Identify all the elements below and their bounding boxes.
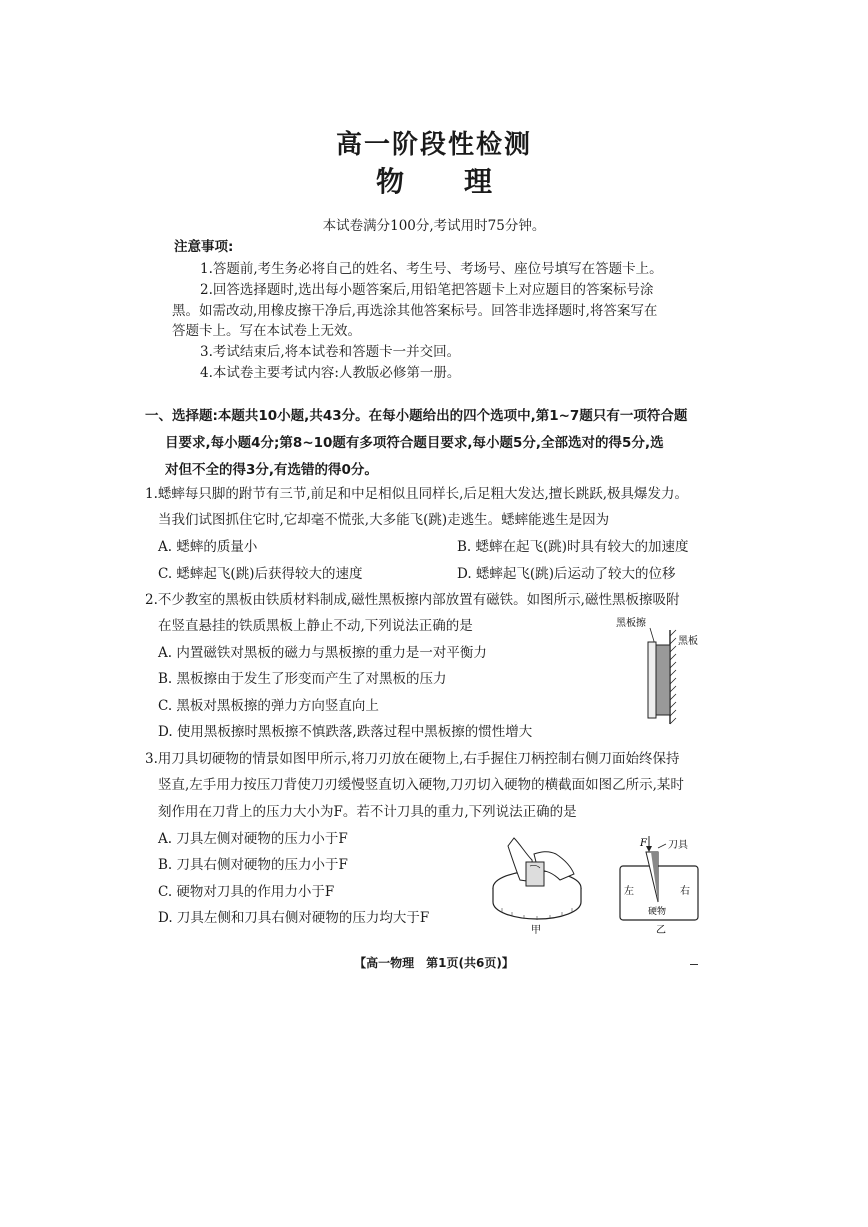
fig-yi-caption: 乙 <box>656 925 666 934</box>
q2-stem-line: 2.不少教室的黑板由铁质材料制成,磁性黑板擦内部放置有磁铁。如图所示,磁性黑板擦吸附 <box>145 592 680 608</box>
eraser-label: 黑板擦 <box>616 618 646 629</box>
q1-stem-line: 当我们试图抓住它时,它却毫不慌张,大多能飞(跳)走逃生。蟋蟀能逃生是因为 <box>158 512 610 528</box>
right-label: 右 <box>680 886 690 897</box>
page-footer: 【高一物理 第1页(共6页)】 <box>354 956 514 970</box>
q1-option-c: C. 蟋蟀起飞(跳)后获得较大的速度 <box>158 566 363 582</box>
section-heading-line: 目要求,每小题4分;第8~10题有多项符合题目要求,每小题5分,全部选对的得5分,选 <box>165 435 664 451</box>
hard-object-label: 硬物 <box>648 907 667 917</box>
q1-option-a: A. 蟋蟀的质量小 <box>158 539 258 555</box>
fig-jia-caption: 甲 <box>531 925 541 935</box>
notice-line: 黑。如需改动,用橡皮擦干净后,再选涂其他答案标号。回答非选择题时,将答案写在 <box>172 303 658 319</box>
q2-option-d: D. 使用黑板擦时黑板擦不慎跌落,跌落过程中黑板擦的惯性增大 <box>158 724 533 740</box>
subject-title <box>0 160 868 200</box>
exam-title: 高一阶段性检测 <box>335 130 532 160</box>
q3-stem-line: 刻作用在刀背上的压力大小为F。若不计刀具的重力,下列说法正确的是 <box>158 804 577 820</box>
knife-cross-section-figure <box>618 834 703 934</box>
cutting-scene-figure <box>490 830 590 935</box>
notice-heading: 注意事项: <box>174 239 234 255</box>
corner-mark <box>690 964 698 965</box>
left-label: 左 <box>624 886 634 897</box>
q2-option-c: C. 黑板对黑板擦的弹力方向竖直向上 <box>158 698 379 714</box>
q2-option-b: B. 黑板擦由于发生了形变而产生了对黑板的压力 <box>158 671 447 687</box>
notice-line: 1.答题前,考生务必将自己的姓名、考生号、考场号、座位号填写在答题卡上。 <box>200 261 663 277</box>
subject-char-1: 物 <box>375 165 404 198</box>
blackboard-eraser-figure <box>612 612 702 727</box>
q3-option-a: A. 刀具左侧对硬物的压力小于F <box>158 831 348 847</box>
q1-stem-line: 1.蟋蟀每只脚的跗节有三节,前足和中足相似且同样长,后足粗大发达,擅长跳跃,极具爆发力。 <box>145 486 689 502</box>
q3-option-b: B. 刀具右侧对硬物的压力小于F <box>158 857 348 873</box>
notice-line: 2.回答选择题时,选出每小题答案后,用铅笔把答题卡上对应题目的答案标号涂 <box>200 282 654 298</box>
knife-label: 刀具 <box>668 840 688 851</box>
q3-option-c: C. 硬物对刀具的作用力小于F <box>158 884 335 900</box>
notice-line: 4.本试卷主要考试内容:人教版必修第一册。 <box>200 365 461 381</box>
exam-intro: 本试卷满分100分,考试用时75分钟。 <box>322 218 546 234</box>
q2-stem-line: 在竖直悬挂的铁质黑板上静止不动,下列说法正确的是 <box>158 618 473 634</box>
force-label: F <box>640 838 647 849</box>
section-heading-line: 对但不全的得3分,有选错的得0分。 <box>165 462 378 478</box>
section-heading-line: 一、选择题:本题共10小题,共43分。在每小题给出的四个选项中,第1~7题只有一项符合题 <box>145 408 688 424</box>
q1-option-b: B. 蟋蟀在起飞(跳)时具有较大的加速度 <box>457 539 689 555</box>
notice-line: 3.考试结束后,将本试卷和答题卡一并交回。 <box>200 344 461 360</box>
subject-char-2: 理 <box>464 165 493 198</box>
notice-line: 答题卡上。写在本试卷上无效。 <box>172 323 361 339</box>
q1-option-d: D. 蟋蟀起飞(跳)后运动了较大的位移 <box>457 566 676 582</box>
q3-stem-line: 竖直,左手用力按压刀背使刀刃缓慢竖直切入硬物,刀刃切入硬物的横截面如图乙所示,某时 <box>158 777 684 793</box>
q3-stem-line: 3.用刀具切硬物的情景如图甲所示,将刀刃放在硬物上,右手握住刀柄控制右侧刀面始终保持 <box>145 751 680 767</box>
q2-option-a: A. 内置磁铁对黑板的磁力与黑板擦的重力是一对平衡力 <box>158 645 487 661</box>
q3-option-d: D. 刀具左侧和刀具右侧对硬物的压力均大于F <box>158 910 430 926</box>
board-label: 黑板 <box>678 636 698 647</box>
